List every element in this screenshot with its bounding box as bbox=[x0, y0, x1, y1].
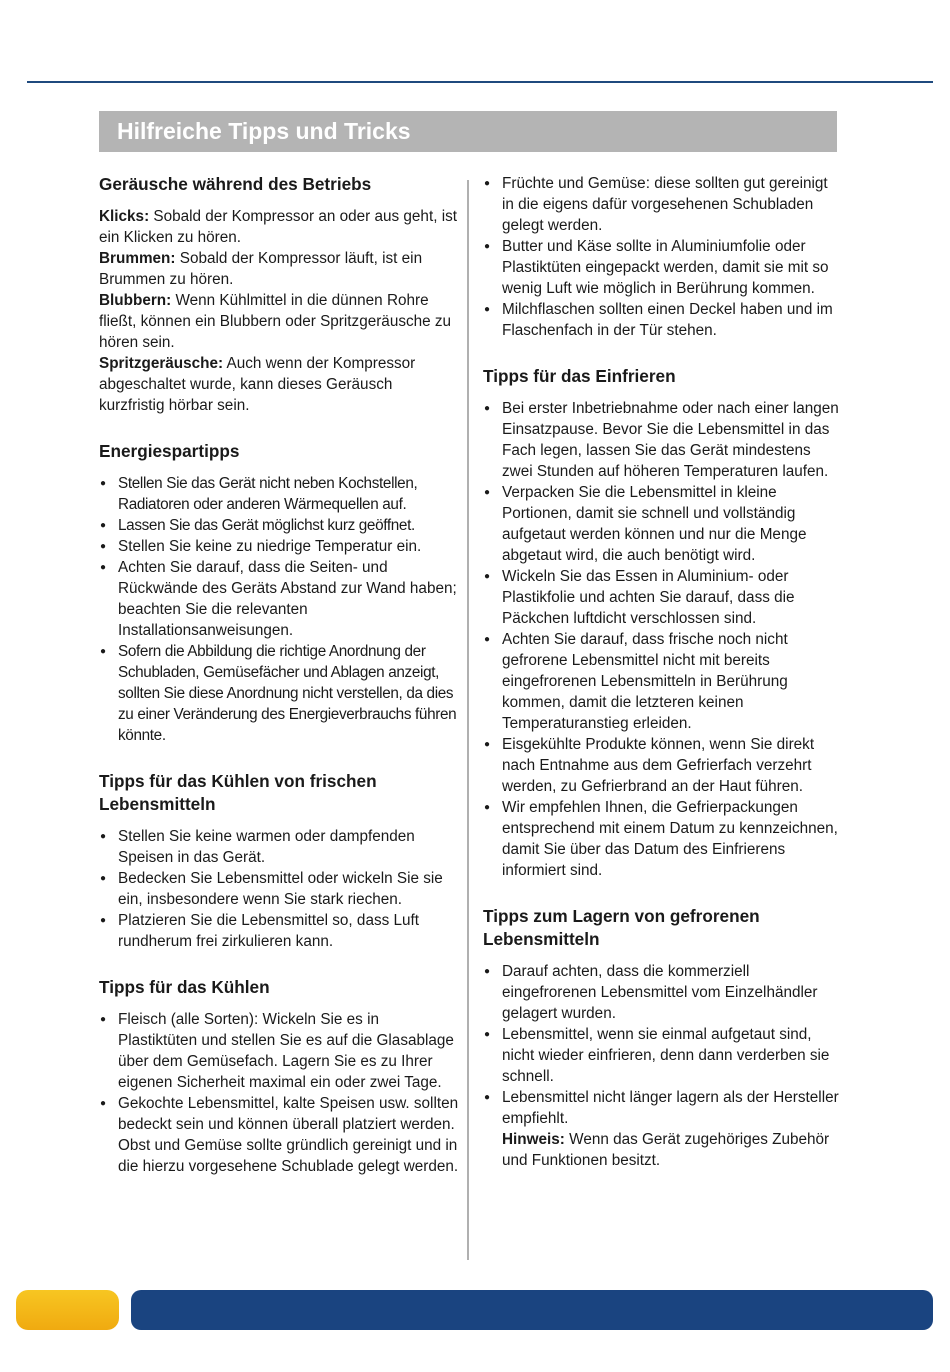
noise-text: Wenn Kühlmittel in die dünnen Rohre fließt, können ein Blubbern oder Spritzgeräusche zu hören sein. bbox=[99, 292, 452, 351]
note-text: Wenn das Gerät zugehöriges Zubehör und Funktionen besitzt. bbox=[502, 1131, 830, 1169]
list-item: ● Achten Sie darauf, dass frische noch nicht gefrorene Lebensmittel nicht mit bereits eingefrorenen Lebensmitteln in Berührung kommen, damit die letzteren keinen Temperaturanstieg erleiden. bbox=[483, 629, 839, 734]
noise-term: Blubbern: bbox=[99, 292, 172, 309]
section-heading: Geräusche während des Betriebs bbox=[99, 174, 372, 194]
cooling-list bbox=[99, 1009, 459, 1177]
section-heading: Tipps zum Lagern von gefrorenen Lebensmitteln bbox=[483, 906, 760, 949]
noise-term: Klicks: bbox=[99, 208, 150, 225]
fresh-list bbox=[99, 826, 459, 952]
page-title: Hilfreiche Tipps und Tricks bbox=[117, 118, 411, 144]
list-item: ● Eisgekühlte Produkte können, wenn Sie direkt nach Entnahme aus dem Gefrierfach verzehrt werden, zu Gefrierbrand an der Haut führen. bbox=[483, 734, 839, 797]
cooling-list-continued bbox=[483, 173, 839, 341]
list-item: ● Wir empfehlen Ihnen, die Gefrierpackungen entsprechend mit einem Datum zu kennzeichnen, damit Sie über das Datum des Einfrierens informiert sind. bbox=[483, 797, 839, 881]
title-bar bbox=[99, 111, 837, 152]
list-item: ● Verpacken Sie die Lebensmittel in kleine Portionen, damit sie schnell und vollständig aufgetaut werden können und nur die Menge abgetaut wird, die auch benötigt wird. bbox=[483, 482, 839, 566]
list-item: ● Früchte und Gemüse: diese sollten gut gereinigt in die eigens dafür vorgesehenen Schubladen gelegt werden. bbox=[483, 173, 839, 236]
list-item: ● Fleisch (alle Sorten): Wickeln Sie es in Plastiktüten und stellen Sie es auf die Glasablage über dem Gemüsefach. Lagern Sie es zu Ihrer eigenen Sicherheit maximal ein oder zwei Tage. bbox=[99, 1009, 459, 1093]
section-heading: Energiespartipps bbox=[99, 441, 240, 461]
section-heading: Tipps für das Kühlen bbox=[99, 977, 270, 997]
column-divider bbox=[467, 180, 469, 1260]
list-item: ● Stellen Sie das Gerät nicht neben Kochstellen, Radiatoren oder anderen Wärmequellen auf. bbox=[99, 473, 459, 515]
list-item: ● Gekochte Lebensmittel, kalte Speisen usw. sollten bedeckt sein und können überall platziert werden. Obst und Gemüse sollte gründlich gereinigt und in die hierzu vorgesehene Schublade gelegt werden. bbox=[99, 1093, 459, 1177]
list-item: ● Milchflaschen sollten einen Deckel haben und im Flaschenfach in der Tür stehen. bbox=[483, 299, 839, 341]
section-freezing bbox=[483, 365, 839, 881]
list-item: ● Lebensmittel, wenn sie einmal aufgetaut sind, nicht wieder einfrieren, denn dann verderben sie schnell. bbox=[483, 1024, 839, 1087]
section-noise bbox=[99, 173, 459, 416]
section-cooling bbox=[99, 976, 459, 1177]
noise-term: Brummen: bbox=[99, 250, 176, 267]
list-item: ● Stellen Sie keine warmen oder dampfenden Speisen in das Gerät. bbox=[99, 826, 459, 868]
note-term: Hinweis: bbox=[502, 1131, 565, 1148]
noise-item bbox=[99, 206, 459, 248]
top-rule bbox=[27, 81, 933, 83]
noise-item bbox=[99, 248, 459, 290]
list-item: ● Achten Sie darauf, dass die Seiten- und Rückwände des Geräts Abstand zur Wand haben; beachten Sie die relevanten Installationsanweisungen. bbox=[99, 557, 459, 641]
noise-text: Sobald der Kompressor an oder aus geht, ist ein Klicken zu hören. bbox=[99, 208, 457, 246]
list-item: ● Platzieren Sie die Lebensmittel so, dass Luft rundherum frei zirkulieren kann. bbox=[99, 910, 459, 952]
freezing-list bbox=[483, 398, 839, 881]
section-fresh bbox=[99, 770, 459, 952]
left-column bbox=[99, 173, 459, 1201]
list-item: ● Bedecken Sie Lebensmittel oder wickeln Sie sie ein, insbesondere wenn Sie stark riechen. bbox=[99, 868, 459, 910]
list-item: ● Lebensmittel nicht länger lagern als der Hersteller empfiehlt. bbox=[483, 1087, 839, 1129]
list-item: ● Lassen Sie das Gerät möglichst kurz geöffnet. bbox=[99, 515, 459, 536]
list-item: ● Sofern die Abbildung die richtige Anordnung der Schubladen, Gemüsefächer und Ablagen anzeigt, sollten Sie diese Anordnung nicht verstellen, da dies zu einer Veränderung des Energieverbrauchs führen könnte. bbox=[99, 641, 459, 746]
noise-text: Sobald der Kompressor läuft, ist ein Brummen zu hören. bbox=[99, 250, 423, 288]
list-item: ● Stellen Sie keine zu niedrige Temperatur ein. bbox=[99, 536, 459, 557]
list-item: ● Darauf achten, dass die kommerziell eingefrorenen Lebensmittel vom Einzelhändler gelagert wurden. bbox=[483, 961, 839, 1024]
section-storage bbox=[483, 905, 839, 1171]
section-heading: Tipps für das Kühlen von frischen Lebensmitteln bbox=[99, 771, 377, 814]
section-heading: Tipps für das Einfrieren bbox=[483, 366, 676, 386]
footer-yellow-tab bbox=[16, 1290, 119, 1330]
section-cooling-continued bbox=[483, 173, 839, 341]
footer-blue-bar bbox=[131, 1290, 933, 1330]
noise-item bbox=[99, 290, 459, 353]
noise-text: Auch wenn der Kompressor abgeschaltet wurde, kann dieses Geräusch kurzfristig hörbar sein. bbox=[99, 355, 416, 414]
list-item: ● Bei erster Inbetriebnahme oder nach einer langen Einsatzpause. Bevor Sie die Lebensmittel in das Fach legen, lassen Sie das Gerät mindestens zwei Stunden auf höheren Temperaturen laufen. bbox=[483, 398, 839, 482]
list-item: ● Butter und Käse sollte in Aluminiumfolie oder Plastiktüten eingepackt werden, damit sie mit so wenig Luft wie möglich in Berührung kommen. bbox=[483, 236, 839, 299]
energy-list bbox=[99, 473, 459, 746]
storage-note bbox=[483, 1129, 839, 1171]
noise-item bbox=[99, 353, 459, 416]
right-column bbox=[483, 173, 839, 1195]
list-item: ● Wickeln Sie das Essen in Aluminium- oder Plastikfolie und achten Sie darauf, dass die Päckchen luftdicht verschlossen sind. bbox=[483, 566, 839, 629]
noise-term: Spritzgeräusche: bbox=[99, 355, 224, 372]
section-energy bbox=[99, 440, 459, 746]
storage-list bbox=[483, 961, 839, 1129]
